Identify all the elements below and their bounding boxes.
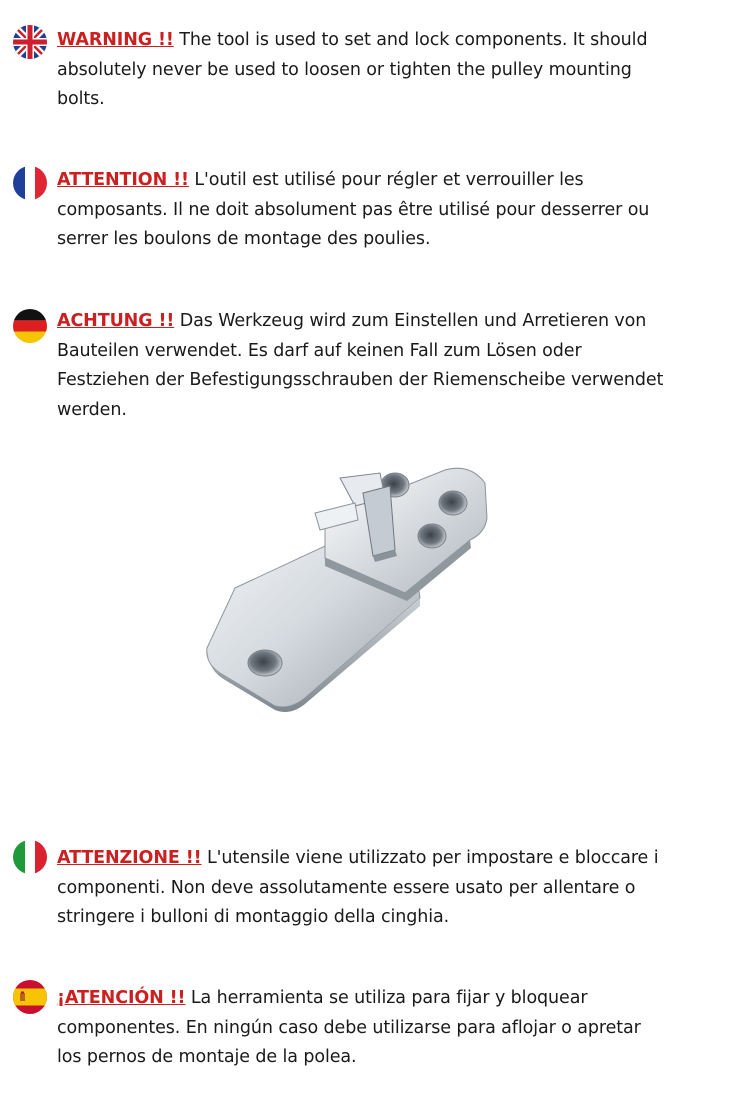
warning-heading: WARNING !! [57, 30, 174, 50]
spain-flag-icon [13, 980, 47, 1014]
tool-product-image [195, 458, 515, 728]
notice-text-en: WARNING !! The tool is used to set and lock components. It should absolutely never be used to loosen or tighten the pulley mounting bolts. [57, 30, 648, 109]
warning-heading: ¡ATENCIÓN !! [57, 988, 186, 1008]
germany-flag-icon [13, 309, 47, 343]
france-flag-icon [13, 166, 47, 200]
warning-heading: ACHTUNG !! [57, 311, 175, 331]
uk-flag-icon [13, 25, 47, 59]
notice-text-es: ¡ATENCIÓN !! La herramienta se utiliza para fijar y bloquear componentes. En ningún caso debe utilizarse para aflojar o apretar los pernos de montaje de la polea. [57, 988, 641, 1067]
notice-text-fr: ATTENTION !! L'outil est utilisé pour régler et verrouiller les composants. Il ne doit absolument pas être utilisé pour desserrer ou serrer les boulons de montage des poulies. [57, 170, 650, 249]
italy-flag-icon [13, 840, 47, 874]
warning-heading: ATTENZIONE !! [57, 848, 202, 868]
notice-text-it: ATTENZIONE !! L'utensile viene utilizzato per impostare e bloccare i componenti. Non deve assolutamente essere usato per allentare o stringere i bulloni di montaggio della cinghia. [57, 848, 659, 927]
warning-heading: ATTENTION !! [57, 170, 189, 190]
notice-text-de: ACHTUNG !! Das Werkzeug wird zum Einstellen und Arretieren von Bauteilen verwendet. Es darf auf keinen Fall zum Lösen oder Festziehen der Befestigungsschrauben der Riemenscheibe verwendet werden. [57, 311, 664, 420]
